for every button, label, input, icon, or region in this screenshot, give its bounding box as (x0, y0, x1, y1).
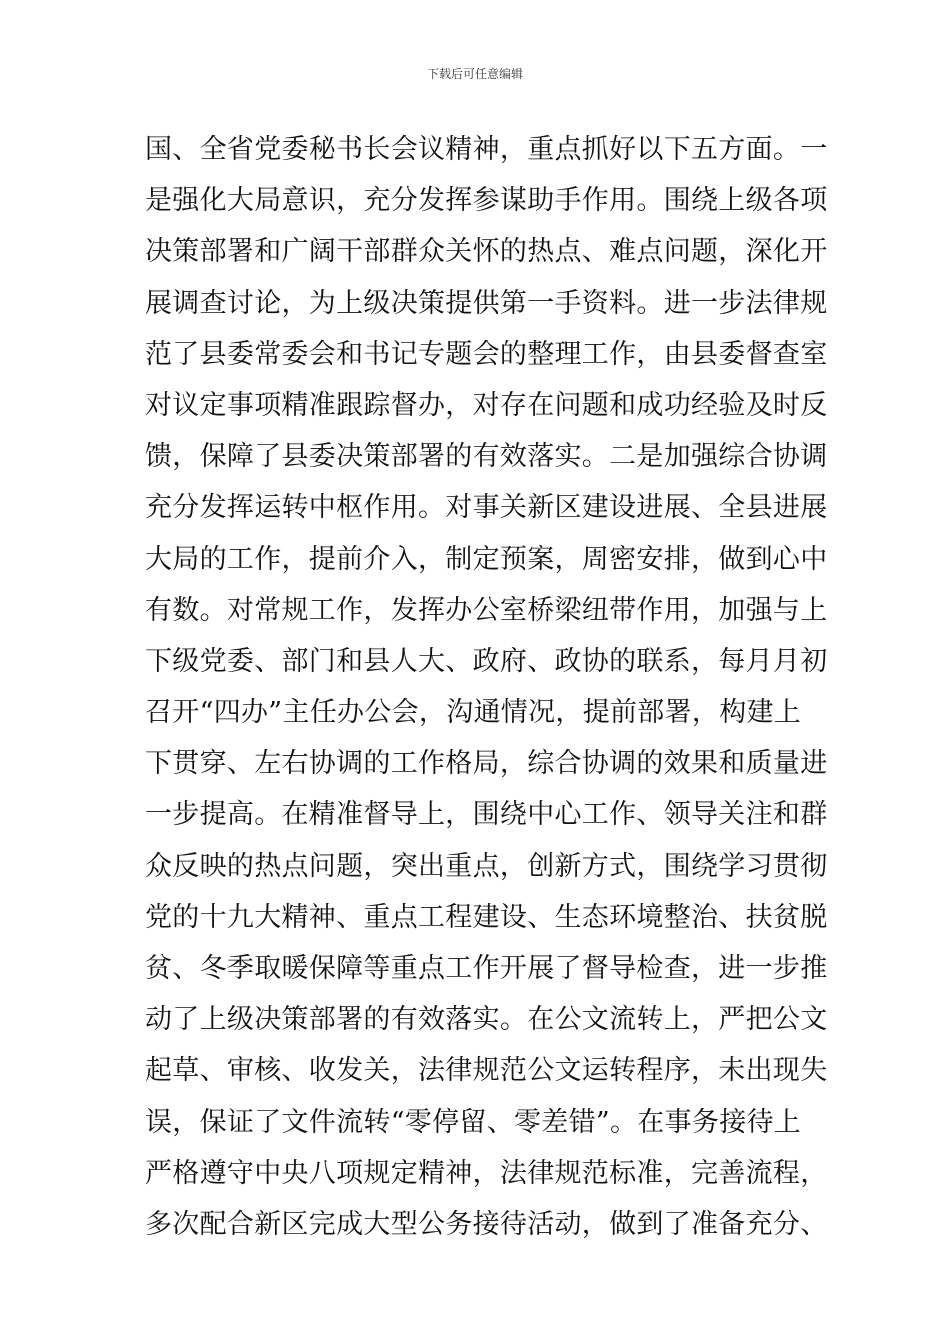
text-line: 严格遵守中央八项规定精神，法律规范标准，完善流程， (145, 1157, 828, 1189)
text-line: 下级党委、部门和县人大、政府、政协的联系，每月月初 (145, 645, 828, 677)
text-line: 党的十九大精神、重点工程建设、生态环境整治、扶贫脱 (145, 901, 828, 933)
text-line: 有数。对常规工作，发挥办公室桥梁纽带作用，加强与上 (145, 594, 828, 626)
text-line: 起草、审核、收发关，法律规范公文运转程序，未出现失 (145, 1055, 828, 1087)
text-line: 大局的工作，提前介入，制定预案，周密安排，做到心中 (145, 543, 828, 575)
text-line: 是强化大局意识，充分发挥参谋助手作用。围绕上级各项 (145, 185, 828, 217)
text-line: 一步提高。在精准督导上，围绕中心工作、领导关注和群 (145, 799, 828, 831)
text-line: 下贯穿、左右协调的工作格局，综合协调的效果和质量进 (145, 748, 828, 780)
text-line: 充分发挥运转中枢作用。对事关新区建设进展、全县进展 (145, 492, 828, 524)
text-line: 馈，保障了县委决策部署的有效落实。二是加强综合协调 (145, 441, 828, 473)
text-line: 动了上级决策部署的有效落实。在公文流转上，严把公文 (145, 1004, 828, 1036)
text-line: 众反映的热点问题，突出重点，创新方式，围绕学习贯彻 (145, 850, 828, 882)
text-line: 决策部署和广阔干部群众关怀的热点、难点问题，深化开 (145, 236, 828, 268)
text-line: 召开“四办”主任办公会，沟通情况，提前部署，构建上 (145, 697, 802, 729)
document-body (145, 131, 828, 1257)
text-line: 国、全省党委秘书长会议精神，重点抓好以下五方面。一 (145, 134, 828, 165)
text-line: 对议定事项精准跟踪督办，对存在问题和成功经验及时反 (145, 389, 828, 421)
text-line: 范了县委常委会和书记专题会的整理工作，由县委督查室 (145, 338, 828, 370)
text-line: 展调查讨论，为上级决策提供第一手资料。进一步法律规 (145, 287, 828, 319)
page-header-note: 下载后可任意编辑 (426, 67, 523, 81)
text-line: 贫、冬季取暖保障等重点工作开展了督导检查，进一步推 (145, 953, 828, 984)
text-line: 误，保证了文件流转“零停留、零差错”。在事务接待上 (145, 1106, 802, 1138)
text-line: 多次配合新区完成大型公务接待活动，做到了准备充分、 (145, 1208, 828, 1240)
